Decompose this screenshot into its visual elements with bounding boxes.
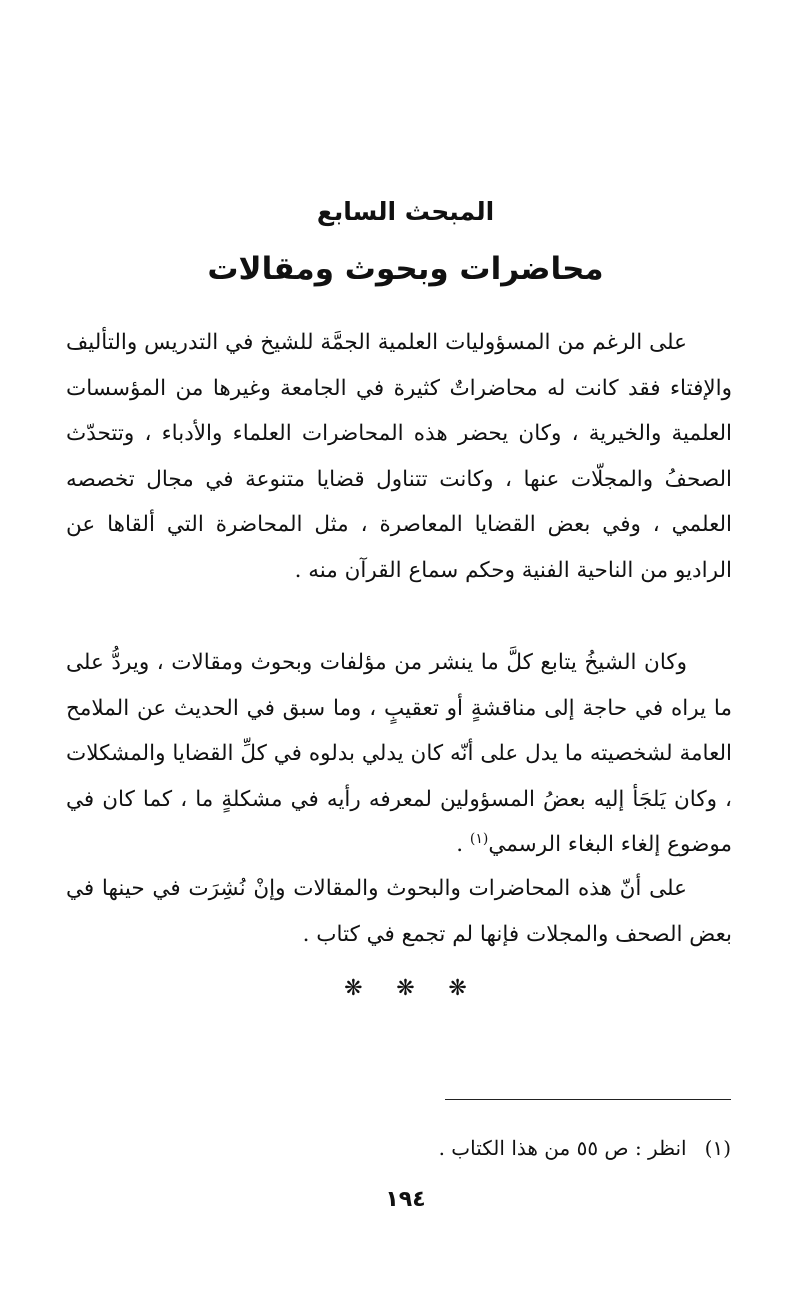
section-separator: [0, 976, 811, 1001]
asterisk-icon: ❋: [448, 976, 467, 1001]
paragraph-2-end: .: [456, 832, 470, 857]
section-label: المبحث السابع: [316, 197, 495, 226]
footnote: [131, 1128, 731, 1168]
paragraph-2-text: وكان الشيخُ يتابع كلَّ ما ينشر من مؤلفات وبحوث ومقالات ، ويردُّ على ما يراه في حاجة إلى مناقشةٍ أو تعقيبٍ ، وما سبق في الحديث عن الملامح العامة لشخصيته ما يدل على أنّه كان يدلي بدلوه في كلِّ القضايا والمشكلات ، وكان يَلجَأ إليه بعضُ المسؤولين لمعرفه رأيه في مشكلةٍ ما ، كما كان في موضوع إلغاء البغاء الرسمي: [66, 650, 732, 857]
footnote-divider: [445, 1099, 731, 1100]
paragraph-3: على أنّ هذه المحاضرات والبحوث والمقالات وإنْ نُشِرَت في حينها في بعض الصحف والمجلات فإنها لم تجمع في كتاب .: [66, 876, 732, 947]
footnote-mark: (١): [704, 1136, 731, 1160]
page-number: ١٩٤: [385, 1187, 426, 1212]
chapter-title: محاضرات وبحوث ومقالات: [207, 251, 604, 287]
asterisk-icon: ❋: [396, 976, 415, 1001]
footnote-reference[interactable]: (١): [469, 830, 489, 847]
paragraph-2: [66, 640, 732, 868]
asterisk-icon: ❋: [344, 976, 363, 1001]
footnote-text: انظر : ص ٥٥ من هذا الكتاب .: [438, 1136, 687, 1160]
paragraph-1: على الرغم من المسؤوليات العلمية الجمَّة للشيخ في التدريس والتأليف والإفتاء فقد كانت له محاضراتٌ كثيرة في الجامعة وغيرها من المؤسسات العلمية والخيرية ، وكان يحضر هذه المحاضرات العلماء والأدباء ، وتتحدّث الصحفُ والمجلّات عنها ، وكانت تتناول قضايا متنوعة في مجال تخصصه العلمي ، وفي بعض القضايا المعاصرة ، مثل المحاضرة التي ألقاها عن الراديو من الناحية الفنية وحكم سماع القرآن منه .: [66, 330, 732, 583]
